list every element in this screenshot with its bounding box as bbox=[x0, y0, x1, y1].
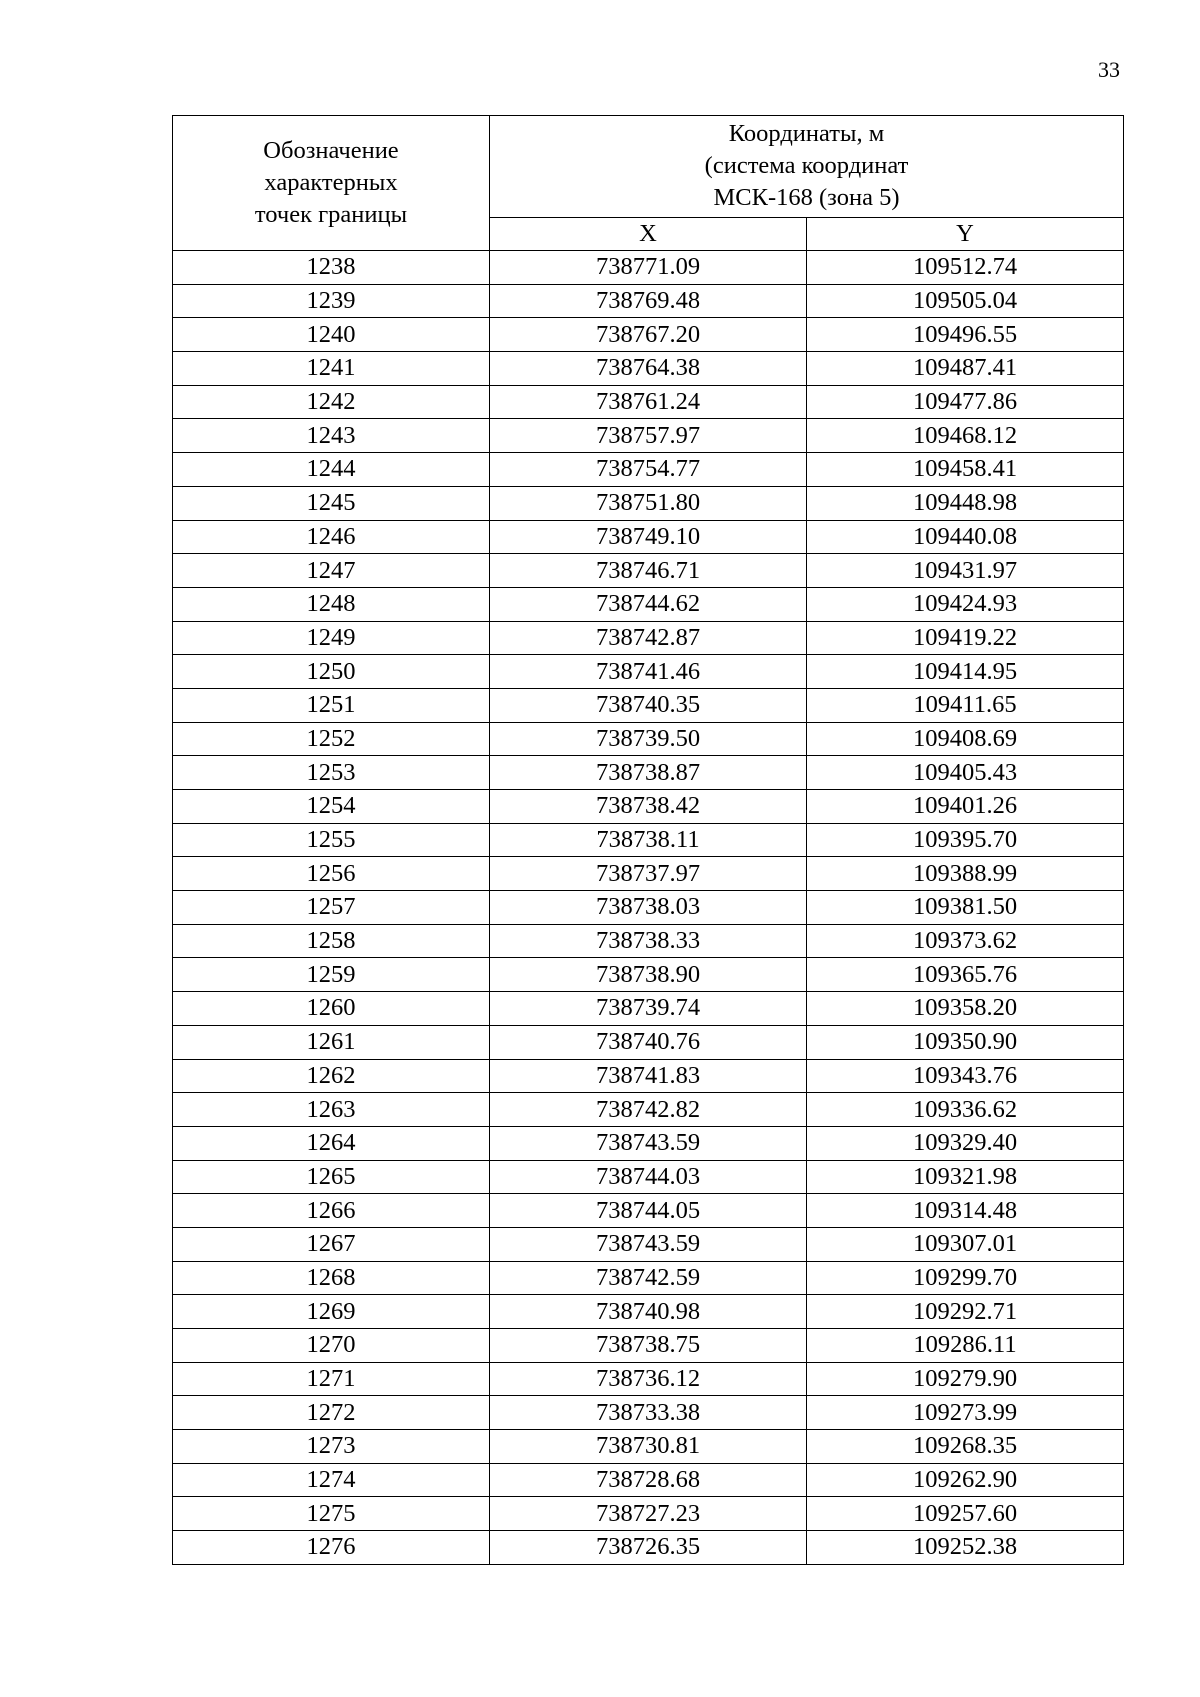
table-row bbox=[173, 554, 1124, 588]
cell-y: 109458.41 bbox=[807, 453, 1124, 487]
cell-point-id: 1269 bbox=[173, 1295, 490, 1329]
cell-point-id: 1241 bbox=[173, 352, 490, 386]
cell-x: 738728.68 bbox=[490, 1463, 807, 1497]
table-row bbox=[173, 688, 1124, 722]
cell-y: 109414.95 bbox=[807, 655, 1124, 689]
cell-y: 109257.60 bbox=[807, 1497, 1124, 1531]
cell-y: 109350.90 bbox=[807, 1025, 1124, 1059]
cell-x: 738744.05 bbox=[490, 1194, 807, 1228]
cell-point-id: 1264 bbox=[173, 1126, 490, 1160]
cell-point-id: 1262 bbox=[173, 1059, 490, 1093]
header-line: МСК-168 (зона 5) bbox=[713, 184, 900, 212]
table-row bbox=[173, 857, 1124, 891]
cell-x: 738757.97 bbox=[490, 419, 807, 453]
cell-point-id: 1249 bbox=[173, 621, 490, 655]
cell-x: 738738.03 bbox=[490, 891, 807, 925]
cell-x: 738741.83 bbox=[490, 1059, 807, 1093]
cell-x: 738743.59 bbox=[490, 1227, 807, 1261]
cell-point-id: 1251 bbox=[173, 688, 490, 722]
cell-point-id: 1267 bbox=[173, 1227, 490, 1261]
table-row bbox=[173, 823, 1124, 857]
cell-x: 738742.82 bbox=[490, 1093, 807, 1127]
cell-x: 738742.87 bbox=[490, 621, 807, 655]
cell-x: 738739.50 bbox=[490, 722, 807, 756]
cell-y: 109365.76 bbox=[807, 958, 1124, 992]
header-line: Координаты, м bbox=[728, 120, 885, 148]
cell-x: 738744.62 bbox=[490, 587, 807, 621]
cell-x: 738738.11 bbox=[490, 823, 807, 857]
cell-point-id: 1273 bbox=[173, 1430, 490, 1464]
cell-y: 109329.40 bbox=[807, 1126, 1124, 1160]
table-row bbox=[173, 419, 1124, 453]
table-row bbox=[173, 318, 1124, 352]
cell-x: 738767.20 bbox=[490, 318, 807, 352]
cell-y: 109431.97 bbox=[807, 554, 1124, 588]
cell-point-id: 1250 bbox=[173, 655, 490, 689]
cell-y: 109279.90 bbox=[807, 1362, 1124, 1396]
cell-x: 738737.97 bbox=[490, 857, 807, 891]
cell-point-id: 1276 bbox=[173, 1531, 490, 1565]
cell-point-id: 1254 bbox=[173, 790, 490, 824]
table-row bbox=[173, 1362, 1124, 1396]
header-x: X bbox=[490, 217, 807, 250]
cell-y: 109496.55 bbox=[807, 318, 1124, 352]
header-line: точек границы bbox=[254, 201, 408, 228]
cell-y: 109252.38 bbox=[807, 1531, 1124, 1565]
table-row bbox=[173, 924, 1124, 958]
cell-y: 109273.99 bbox=[807, 1396, 1124, 1430]
cell-y: 109512.74 bbox=[807, 251, 1124, 285]
table-row bbox=[173, 284, 1124, 318]
cell-point-id: 1270 bbox=[173, 1329, 490, 1363]
header-line: характерных bbox=[264, 169, 398, 196]
cell-y: 109321.98 bbox=[807, 1160, 1124, 1194]
cell-point-id: 1246 bbox=[173, 520, 490, 554]
cell-y: 109395.70 bbox=[807, 823, 1124, 857]
table-row bbox=[173, 1126, 1124, 1160]
header-coordinates bbox=[490, 116, 1124, 218]
cell-y: 109487.41 bbox=[807, 352, 1124, 386]
cell-x: 738749.10 bbox=[490, 520, 807, 554]
cell-point-id: 1240 bbox=[173, 318, 490, 352]
cell-point-id: 1239 bbox=[173, 284, 490, 318]
cell-y: 109440.08 bbox=[807, 520, 1124, 554]
cell-x: 738740.98 bbox=[490, 1295, 807, 1329]
table-row bbox=[173, 722, 1124, 756]
table-row bbox=[173, 992, 1124, 1026]
cell-point-id: 1259 bbox=[173, 958, 490, 992]
cell-point-id: 1265 bbox=[173, 1160, 490, 1194]
cell-y: 109505.04 bbox=[807, 284, 1124, 318]
table-row bbox=[173, 1261, 1124, 1295]
cell-point-id: 1244 bbox=[173, 453, 490, 487]
cell-point-id: 1238 bbox=[173, 251, 490, 285]
cell-point-id: 1271 bbox=[173, 1362, 490, 1396]
cell-y: 109477.86 bbox=[807, 385, 1124, 419]
table-row bbox=[173, 1396, 1124, 1430]
cell-y: 109299.70 bbox=[807, 1261, 1124, 1295]
cell-point-id: 1242 bbox=[173, 385, 490, 419]
table-row bbox=[173, 486, 1124, 520]
table-row bbox=[173, 1497, 1124, 1531]
table-row bbox=[173, 958, 1124, 992]
table-row bbox=[173, 1295, 1124, 1329]
cell-point-id: 1266 bbox=[173, 1194, 490, 1228]
cell-point-id: 1253 bbox=[173, 756, 490, 790]
cell-y: 109307.01 bbox=[807, 1227, 1124, 1261]
table-row bbox=[173, 520, 1124, 554]
cell-y: 109358.20 bbox=[807, 992, 1124, 1026]
cell-x: 738738.42 bbox=[490, 790, 807, 824]
table-row bbox=[173, 1463, 1124, 1497]
cell-point-id: 1252 bbox=[173, 722, 490, 756]
cell-y: 109419.22 bbox=[807, 621, 1124, 655]
cell-x: 738738.75 bbox=[490, 1329, 807, 1363]
table-row bbox=[173, 655, 1124, 689]
table-body bbox=[173, 251, 1124, 1565]
table-row bbox=[173, 251, 1124, 285]
cell-y: 109381.50 bbox=[807, 891, 1124, 925]
cell-point-id: 1258 bbox=[173, 924, 490, 958]
cell-y: 109314.48 bbox=[807, 1194, 1124, 1228]
cell-x: 738739.74 bbox=[490, 992, 807, 1026]
cell-x: 738733.38 bbox=[490, 1396, 807, 1430]
cell-x: 738738.90 bbox=[490, 958, 807, 992]
cell-point-id: 1257 bbox=[173, 891, 490, 925]
cell-x: 738751.80 bbox=[490, 486, 807, 520]
cell-x: 738740.76 bbox=[490, 1025, 807, 1059]
cell-y: 109408.69 bbox=[807, 722, 1124, 756]
table-row bbox=[173, 1059, 1124, 1093]
page-number: 33 bbox=[1098, 57, 1120, 82]
header-point-designation bbox=[173, 116, 490, 251]
table-row bbox=[173, 1160, 1124, 1194]
table-row bbox=[173, 453, 1124, 487]
cell-point-id: 1243 bbox=[173, 419, 490, 453]
table-row bbox=[173, 1430, 1124, 1464]
cell-point-id: 1268 bbox=[173, 1261, 490, 1295]
cell-y: 109424.93 bbox=[807, 587, 1124, 621]
table-row bbox=[173, 352, 1124, 386]
cell-x: 738754.77 bbox=[490, 453, 807, 487]
cell-x: 738746.71 bbox=[490, 554, 807, 588]
table-row bbox=[173, 1227, 1124, 1261]
cell-x: 738736.12 bbox=[490, 1362, 807, 1396]
cell-y: 109411.65 bbox=[807, 688, 1124, 722]
cell-x: 738727.23 bbox=[490, 1497, 807, 1531]
table-row bbox=[173, 1194, 1124, 1228]
cell-y: 109373.62 bbox=[807, 924, 1124, 958]
cell-point-id: 1272 bbox=[173, 1396, 490, 1430]
coordinates-table bbox=[172, 115, 1124, 1565]
cell-x: 738764.38 bbox=[490, 352, 807, 386]
cell-x: 738743.59 bbox=[490, 1126, 807, 1160]
cell-point-id: 1263 bbox=[173, 1093, 490, 1127]
table-row bbox=[173, 756, 1124, 790]
table-row bbox=[173, 1025, 1124, 1059]
cell-point-id: 1260 bbox=[173, 992, 490, 1026]
cell-point-id: 1275 bbox=[173, 1497, 490, 1531]
cell-point-id: 1261 bbox=[173, 1025, 490, 1059]
cell-x: 738738.33 bbox=[490, 924, 807, 958]
cell-point-id: 1256 bbox=[173, 857, 490, 891]
table-row bbox=[173, 1093, 1124, 1127]
table-row bbox=[173, 621, 1124, 655]
header-y: Y bbox=[807, 217, 1124, 250]
cell-x: 738761.24 bbox=[490, 385, 807, 419]
cell-y: 109268.35 bbox=[807, 1430, 1124, 1464]
cell-y: 109343.76 bbox=[807, 1059, 1124, 1093]
cell-point-id: 1274 bbox=[173, 1463, 490, 1497]
cell-x: 738742.59 bbox=[490, 1261, 807, 1295]
cell-x: 738744.03 bbox=[490, 1160, 807, 1194]
table-row bbox=[173, 1329, 1124, 1363]
table-row bbox=[173, 587, 1124, 621]
header-line: Обозначение bbox=[263, 137, 399, 164]
cell-point-id: 1255 bbox=[173, 823, 490, 857]
cell-point-id: 1248 bbox=[173, 587, 490, 621]
cell-y: 109262.90 bbox=[807, 1463, 1124, 1497]
cell-x: 738740.35 bbox=[490, 688, 807, 722]
cell-y: 109448.98 bbox=[807, 486, 1124, 520]
cell-y: 109405.43 bbox=[807, 756, 1124, 790]
cell-y: 109336.62 bbox=[807, 1093, 1124, 1127]
cell-x: 738771.09 bbox=[490, 251, 807, 285]
cell-y: 109286.11 bbox=[807, 1329, 1124, 1363]
cell-x: 738741.46 bbox=[490, 655, 807, 689]
table-row bbox=[173, 385, 1124, 419]
cell-x: 738726.35 bbox=[490, 1531, 807, 1565]
table-row bbox=[173, 1531, 1124, 1565]
cell-x: 738738.87 bbox=[490, 756, 807, 790]
cell-y: 109468.12 bbox=[807, 419, 1124, 453]
cell-y: 109388.99 bbox=[807, 857, 1124, 891]
table-row bbox=[173, 891, 1124, 925]
cell-x: 738730.81 bbox=[490, 1430, 807, 1464]
cell-point-id: 1247 bbox=[173, 554, 490, 588]
header-line: (система координат bbox=[704, 152, 909, 180]
cell-y: 109292.71 bbox=[807, 1295, 1124, 1329]
cell-x: 738769.48 bbox=[490, 284, 807, 318]
table-row bbox=[173, 790, 1124, 824]
cell-point-id: 1245 bbox=[173, 486, 490, 520]
cell-y: 109401.26 bbox=[807, 790, 1124, 824]
